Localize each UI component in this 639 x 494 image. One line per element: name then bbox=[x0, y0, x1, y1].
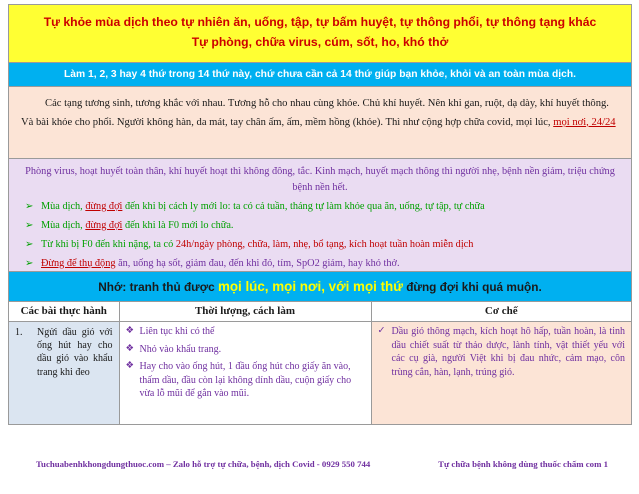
practice-text: Ngửi dầu gió với ống hút hay cho dầu gió vào khẩu trang khi đeo bbox=[37, 327, 113, 378]
mechanism-cell bbox=[371, 322, 631, 424]
list-item: ❖ Hay cho vào ống hút, 1 đầu ống hút cho giấy ăn vào, thấm dầu, đầu còn lại không dính dầu, cuộn giấy cho vừa lỗ mũi để gắn vào mũi. bbox=[125, 361, 352, 400]
reminder-highlight: mọi lúc, mọi nơi, với mọi thứ bbox=[217, 279, 403, 294]
practice-cell bbox=[9, 322, 119, 424]
footer-left: Tuchuabenhkhongdungthuoc.com – Zalo hỗ trợ tự chữa, bệnh, dịch Covid - 0929 550 744 bbox=[36, 459, 371, 469]
diamond-bullet-icon: ❖ bbox=[125, 326, 135, 336]
list-item: ❖ Nhỏ vào khẩu trang. bbox=[125, 343, 222, 355]
list-item: ❖ Liên tục khi có thể bbox=[125, 326, 215, 337]
organs-highlight: mọi nơi, 24/24 bbox=[553, 116, 616, 128]
organs-text: Các tạng tương sinh, tương khắc với nhau. Tương hỗ cho nhau cùng khỏe. Chủ khí huyết. Nên khi gan, ruột, dạ dày, khí huyết thông. Và bài khỏe cho phổi. Người không hàn, da mát, tay chân ấm, ấm, mềm hồng (khỏe). Thì như cộng hợp chữa covid, mọi lúc, bbox=[21, 98, 609, 128]
green-arrow-icon: ➢ bbox=[25, 239, 34, 250]
table-row bbox=[9, 322, 631, 424]
list-item: ➢ Từ khi bị F0 đến khi nặng, ta có 24h/ngày phòng, chữa, làm, nhẹ, bổ tạng, kích hoạt tuần hoàn miễn dịch bbox=[25, 235, 621, 254]
virus-section bbox=[9, 159, 631, 272]
list-item: ➢ Mùa dịch, đừng đợi đến khi bị cách ly mới lo: ta có cả tuần, tháng tự làm khỏe qua ăn, uống, tự tập, tự chữa bbox=[25, 197, 621, 216]
virus-intro: Phòng virus, hoạt huyết toàn thân, khí huyết hoạt thì không đông, tắc. Kinh mạch, huyết mạch thông thì người nhẹ, bệnh nền giảm, triệu chứng bệnh nền hết. bbox=[25, 166, 615, 193]
check-icon: ✓ bbox=[377, 326, 386, 336]
diamond-bullet-icon: ❖ bbox=[125, 361, 135, 372]
footer bbox=[36, 458, 608, 470]
virus-list bbox=[19, 197, 621, 273]
title-line-2: Tự phòng, chữa virus, cúm, sốt, ho, khó thở bbox=[191, 35, 449, 49]
organs-section bbox=[9, 87, 631, 159]
green-arrow-icon: ➢ bbox=[25, 220, 34, 231]
header-method: Thời lượng, cách làm bbox=[119, 302, 371, 322]
list-item: ➢ Mùa dịch, đừng đợi đến khi là F0 mới lo chữa. bbox=[25, 216, 621, 235]
reminder-banner: Nhớ: tranh thủ được mọi lúc, mọi nơi, với mọi thứ đừng đợi khi quá muộn. bbox=[9, 272, 631, 302]
list-item: ✓ Dầu gió thông mạch, kích hoạt hô hấp, tuần hoàn, là tinh dầu chiết suất từ thảo dược, lành tính, vật thiết yếu với các cụ già, người Việt khi bị đau nhức, cảm mạo, côn trùng cắn, hàn, lạnh, trúng gió. bbox=[377, 326, 625, 378]
document-sheet bbox=[8, 4, 632, 425]
header-practice: Các bài thực hành bbox=[9, 302, 119, 322]
header-mechanism: Cơ chế bbox=[371, 302, 631, 322]
green-arrow-icon: ➢ bbox=[25, 258, 34, 269]
diamond-bullet-icon: ❖ bbox=[125, 343, 135, 354]
practice-number: 1. bbox=[15, 327, 23, 338]
table-header-row bbox=[9, 302, 631, 322]
practice-table bbox=[9, 302, 631, 424]
footer-right: Tự chữa bệnh không dùng thuốc chấm com 1 bbox=[438, 459, 608, 469]
goal-banner: Làm 1, 2, 3 hay 4 thứ trong 14 thứ này, chứ chưa cần cả 14 thứ giúp bạn khỏe, khỏi và an toàn mùa dịch. bbox=[9, 63, 631, 87]
title-banner bbox=[9, 5, 631, 63]
title-line-1: Tự khỏe mùa dịch theo tự nhiên ăn, uống, tập, tự bấm huyệt, tự thông phổi, tự thông tạng khác bbox=[43, 15, 597, 29]
method-cell bbox=[119, 322, 371, 424]
green-arrow-icon: ➢ bbox=[25, 201, 34, 212]
list-item: ➢ Đừng để thụ động ăn, uống hạ sốt, giảm đau, đến khi đỏ, tím, SpO2 giảm, hay khó thở. bbox=[25, 254, 621, 273]
